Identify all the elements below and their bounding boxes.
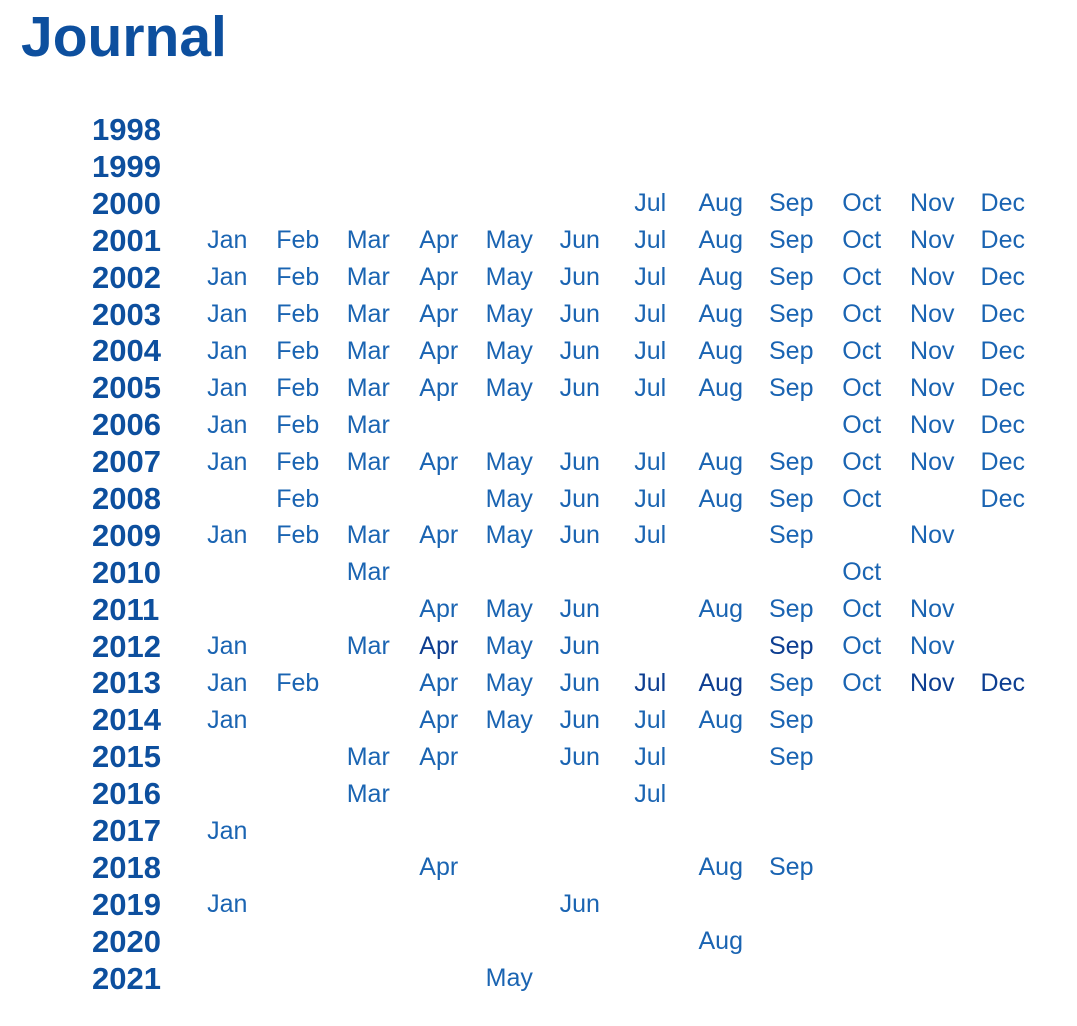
month-link-2019-jan[interactable]: Jan	[207, 890, 248, 919]
month-link-2013-jun[interactable]: Jun	[559, 668, 600, 697]
month-link-2007-jan[interactable]: Jan	[207, 447, 248, 476]
month-link-2003-oct[interactable]: Oct	[842, 300, 882, 329]
month-link-2001-feb[interactable]: Feb	[276, 226, 320, 255]
month-link-2003-dec[interactable]: Dec	[980, 300, 1025, 329]
year-label-2015: 2015	[92, 739, 161, 775]
month-link-2013-sep[interactable]: Sep	[769, 668, 814, 697]
month-link-2004-nov[interactable]: Nov	[910, 336, 955, 365]
month-link-2011-apr[interactable]: Apr	[419, 595, 459, 624]
month-link-2014-may[interactable]: May	[485, 705, 533, 734]
month-link-2003-jan[interactable]: Jan	[207, 300, 248, 329]
month-link-2018-aug[interactable]: Aug	[698, 853, 743, 882]
month-link-2001-aug[interactable]: Aug	[698, 226, 743, 255]
month-link-2001-nov[interactable]: Nov	[910, 226, 955, 255]
month-link-2007-apr[interactable]: Apr	[419, 447, 459, 476]
month-link-2008-oct[interactable]: Oct	[842, 484, 882, 513]
month-link-2013-dec[interactable]: Dec	[980, 668, 1025, 697]
month-link-2013-oct[interactable]: Oct	[842, 668, 882, 697]
year-label-2003: 2003	[92, 296, 161, 332]
month-link-2007-mar[interactable]: Mar	[346, 447, 390, 476]
month-link-2007-jul[interactable]: Jul	[634, 447, 667, 476]
year-label-2021: 2021	[92, 960, 161, 996]
month-link-2020-aug[interactable]: Aug	[698, 927, 743, 956]
month-link-2002-sep[interactable]: Sep	[769, 263, 814, 292]
month-link-2019-jun[interactable]: Jun	[559, 890, 600, 919]
month-link-2009-nov[interactable]: Nov	[910, 521, 955, 550]
month-link-2009-sep[interactable]: Sep	[769, 521, 814, 550]
month-link-2008-sep[interactable]: Sep	[769, 484, 814, 513]
month-link-2003-apr[interactable]: Apr	[419, 300, 459, 329]
month-link-2012-mar[interactable]: Mar	[346, 632, 390, 661]
month-link-2009-mar[interactable]: Mar	[346, 521, 390, 550]
month-link-2009-feb[interactable]: Feb	[276, 521, 320, 550]
month-link-2000-jul[interactable]: Jul	[634, 189, 667, 218]
month-link-2001-oct[interactable]: Oct	[842, 226, 882, 255]
month-link-2015-sep[interactable]: Sep	[769, 742, 814, 771]
year-label-2020: 2020	[92, 923, 161, 959]
month-link-2005-dec[interactable]: Dec	[980, 373, 1025, 402]
month-link-2004-oct[interactable]: Oct	[842, 336, 882, 365]
month-link-2016-jul[interactable]: Jul	[634, 779, 667, 808]
month-link-2006-feb[interactable]: Feb	[276, 410, 320, 439]
month-link-2005-nov[interactable]: Nov	[910, 373, 955, 402]
month-link-2009-jan[interactable]: Jan	[207, 521, 248, 550]
month-link-2007-dec[interactable]: Dec	[980, 447, 1025, 476]
month-link-2014-aug[interactable]: Aug	[698, 705, 743, 734]
year-label-2008: 2008	[92, 481, 161, 517]
month-link-2013-apr[interactable]: Apr	[419, 668, 459, 697]
month-link-2013-nov[interactable]: Nov	[910, 668, 955, 697]
month-link-2005-jul[interactable]: Jul	[634, 373, 667, 402]
month-link-2005-feb[interactable]: Feb	[276, 373, 320, 402]
month-link-2001-jan[interactable]: Jan	[207, 226, 248, 255]
month-link-2010-oct[interactable]: Oct	[842, 558, 882, 587]
year-label-2001: 2001	[92, 222, 161, 258]
year-label-2014: 2014	[92, 702, 161, 738]
month-link-2003-aug[interactable]: Aug	[698, 300, 743, 329]
month-link-2015-apr[interactable]: Apr	[419, 742, 459, 771]
month-link-2006-oct[interactable]: Oct	[842, 410, 882, 439]
month-link-2003-feb[interactable]: Feb	[276, 300, 320, 329]
month-link-2006-jan[interactable]: Jan	[207, 410, 248, 439]
month-link-2002-aug[interactable]: Aug	[698, 263, 743, 292]
month-link-2005-oct[interactable]: Oct	[842, 373, 882, 402]
month-link-2008-jun[interactable]: Jun	[559, 484, 600, 513]
month-link-2005-apr[interactable]: Apr	[419, 373, 459, 402]
month-link-2006-mar[interactable]: Mar	[346, 410, 390, 439]
month-link-2002-oct[interactable]: Oct	[842, 263, 882, 292]
month-link-2004-dec[interactable]: Dec	[980, 336, 1025, 365]
month-link-2017-jan[interactable]: Jan	[207, 816, 248, 845]
month-link-2008-feb[interactable]: Feb	[276, 484, 320, 513]
month-link-2003-mar[interactable]: Mar	[346, 300, 390, 329]
month-link-2004-mar[interactable]: Mar	[346, 336, 390, 365]
year-label-1998: 1998	[92, 112, 161, 148]
month-link-2009-apr[interactable]: Apr	[419, 521, 459, 550]
month-link-2012-nov[interactable]: Nov	[910, 632, 955, 661]
month-link-2012-oct[interactable]: Oct	[842, 632, 882, 661]
month-link-2016-mar[interactable]: Mar	[346, 779, 390, 808]
month-link-2015-mar[interactable]: Mar	[346, 742, 390, 771]
month-link-2000-dec[interactable]: Dec	[980, 189, 1025, 218]
month-link-2009-jul[interactable]: Jul	[634, 521, 667, 550]
month-link-2007-sep[interactable]: Sep	[769, 447, 814, 476]
month-link-2009-may[interactable]: May	[485, 521, 533, 550]
year-label-2013: 2013	[92, 665, 161, 701]
month-link-2008-jul[interactable]: Jul	[634, 484, 667, 513]
year-label-2011: 2011	[92, 591, 160, 627]
month-link-2006-dec[interactable]: Dec	[980, 410, 1025, 439]
month-link-2014-sep[interactable]: Sep	[769, 705, 814, 734]
month-link-2012-apr[interactable]: Apr	[419, 632, 459, 661]
month-link-2005-sep[interactable]: Sep	[769, 373, 814, 402]
page-title: Journal	[21, 5, 227, 69]
month-link-2000-nov[interactable]: Nov	[910, 189, 955, 218]
month-link-2001-sep[interactable]: Sep	[769, 226, 814, 255]
month-link-2014-jan[interactable]: Jan	[207, 705, 248, 734]
month-link-2012-sep[interactable]: Sep	[769, 632, 814, 661]
year-label-2012: 2012	[92, 628, 161, 664]
month-link-2011-nov[interactable]: Nov	[910, 595, 955, 624]
month-link-2005-may[interactable]: May	[485, 373, 533, 402]
month-link-2005-aug[interactable]: Aug	[698, 373, 743, 402]
month-link-2014-jul[interactable]: Jul	[634, 705, 667, 734]
month-link-2008-may[interactable]: May	[485, 484, 533, 513]
month-link-2012-jun[interactable]: Jun	[559, 632, 600, 661]
month-link-2011-oct[interactable]: Oct	[842, 595, 882, 624]
month-link-2001-dec[interactable]: Dec	[980, 226, 1025, 255]
month-link-2013-aug[interactable]: Aug	[698, 668, 743, 697]
month-link-2004-apr[interactable]: Apr	[419, 336, 459, 365]
month-link-2011-jun[interactable]: Jun	[559, 595, 600, 624]
month-link-2009-jun[interactable]: Jun	[559, 521, 600, 550]
month-link-2011-sep[interactable]: Sep	[769, 595, 814, 624]
month-link-2006-nov[interactable]: Nov	[910, 410, 955, 439]
month-link-2001-may[interactable]: May	[485, 226, 533, 255]
month-link-2013-may[interactable]: May	[485, 668, 533, 697]
year-label-2019: 2019	[92, 886, 161, 922]
month-link-2014-apr[interactable]: Apr	[419, 705, 459, 734]
month-link-2003-nov[interactable]: Nov	[910, 300, 955, 329]
month-link-2004-jan[interactable]: Jan	[207, 336, 248, 365]
month-link-2003-sep[interactable]: Sep	[769, 300, 814, 329]
month-link-2000-aug[interactable]: Aug	[698, 189, 743, 218]
month-link-2013-jul[interactable]: Jul	[634, 668, 667, 697]
month-link-2002-apr[interactable]: Apr	[419, 263, 459, 292]
month-link-2003-jul[interactable]: Jul	[634, 300, 667, 329]
month-link-2001-jul[interactable]: Jul	[634, 226, 667, 255]
month-link-2014-jun[interactable]: Jun	[559, 705, 600, 734]
month-link-2007-nov[interactable]: Nov	[910, 447, 955, 476]
month-link-2003-may[interactable]: May	[485, 300, 533, 329]
month-link-2002-dec[interactable]: Dec	[980, 263, 1025, 292]
year-label-2005: 2005	[92, 370, 161, 406]
month-link-2015-jun[interactable]: Jun	[559, 742, 600, 771]
month-link-2002-jan[interactable]: Jan	[207, 263, 248, 292]
month-link-2007-feb[interactable]: Feb	[276, 447, 320, 476]
journal-grid	[92, 112, 1077, 997]
month-link-2010-mar[interactable]: Mar	[346, 558, 390, 587]
month-link-2001-jun[interactable]: Jun	[559, 226, 600, 255]
month-link-2002-jul[interactable]: Jul	[634, 263, 667, 292]
month-link-2001-mar[interactable]: Mar	[346, 226, 390, 255]
month-link-2004-jun[interactable]: Jun	[559, 336, 600, 365]
month-link-2002-feb[interactable]: Feb	[276, 263, 320, 292]
month-link-2002-mar[interactable]: Mar	[346, 263, 390, 292]
month-link-2011-may[interactable]: May	[485, 595, 533, 624]
year-label-2007: 2007	[92, 444, 161, 480]
month-link-2004-feb[interactable]: Feb	[276, 336, 320, 365]
month-link-2007-aug[interactable]: Aug	[698, 447, 743, 476]
month-link-2011-aug[interactable]: Aug	[698, 595, 743, 624]
year-label-2006: 2006	[92, 407, 161, 443]
year-label-2009: 2009	[92, 517, 161, 553]
month-link-2001-apr[interactable]: Apr	[419, 226, 459, 255]
month-link-2002-may[interactable]: May	[485, 263, 533, 292]
month-link-2012-may[interactable]: May	[485, 632, 533, 661]
month-link-2005-jun[interactable]: Jun	[559, 373, 600, 402]
month-link-2000-oct[interactable]: Oct	[842, 189, 882, 218]
month-link-2002-jun[interactable]: Jun	[559, 263, 600, 292]
month-link-2004-sep[interactable]: Sep	[769, 336, 814, 365]
month-link-2004-may[interactable]: May	[485, 336, 533, 365]
month-link-2007-oct[interactable]: Oct	[842, 447, 882, 476]
month-link-2007-jun[interactable]: Jun	[559, 447, 600, 476]
month-link-2018-sep[interactable]: Sep	[769, 853, 814, 882]
year-label-2010: 2010	[92, 554, 161, 590]
month-link-2013-feb[interactable]: Feb	[276, 668, 320, 697]
month-link-2003-jun[interactable]: Jun	[559, 300, 600, 329]
month-link-2013-jan[interactable]: Jan	[207, 668, 248, 697]
month-link-2008-aug[interactable]: Aug	[698, 484, 743, 513]
year-label-2002: 2002	[92, 259, 161, 295]
year-label-2016: 2016	[92, 776, 161, 812]
month-link-2004-aug[interactable]: Aug	[698, 336, 743, 365]
month-link-2018-apr[interactable]: Apr	[419, 853, 459, 882]
month-link-2021-may[interactable]: May	[485, 964, 533, 993]
month-link-2012-jan[interactable]: Jan	[207, 632, 248, 661]
year-label-2018: 2018	[92, 849, 161, 885]
month-link-2008-dec[interactable]: Dec	[980, 484, 1025, 513]
year-label-2004: 2004	[92, 333, 161, 369]
year-label-1999: 1999	[92, 149, 161, 185]
year-label-2017: 2017	[92, 813, 161, 849]
month-link-2002-nov[interactable]: Nov	[910, 263, 955, 292]
month-link-2015-jul[interactable]: Jul	[634, 742, 667, 771]
month-link-2004-jul[interactable]: Jul	[634, 336, 667, 365]
month-link-2005-mar[interactable]: Mar	[346, 373, 390, 402]
month-link-2005-jan[interactable]: Jan	[207, 373, 248, 402]
month-link-2000-sep[interactable]: Sep	[769, 189, 814, 218]
year-label-2000: 2000	[92, 185, 161, 221]
month-link-2007-may[interactable]: May	[485, 447, 533, 476]
